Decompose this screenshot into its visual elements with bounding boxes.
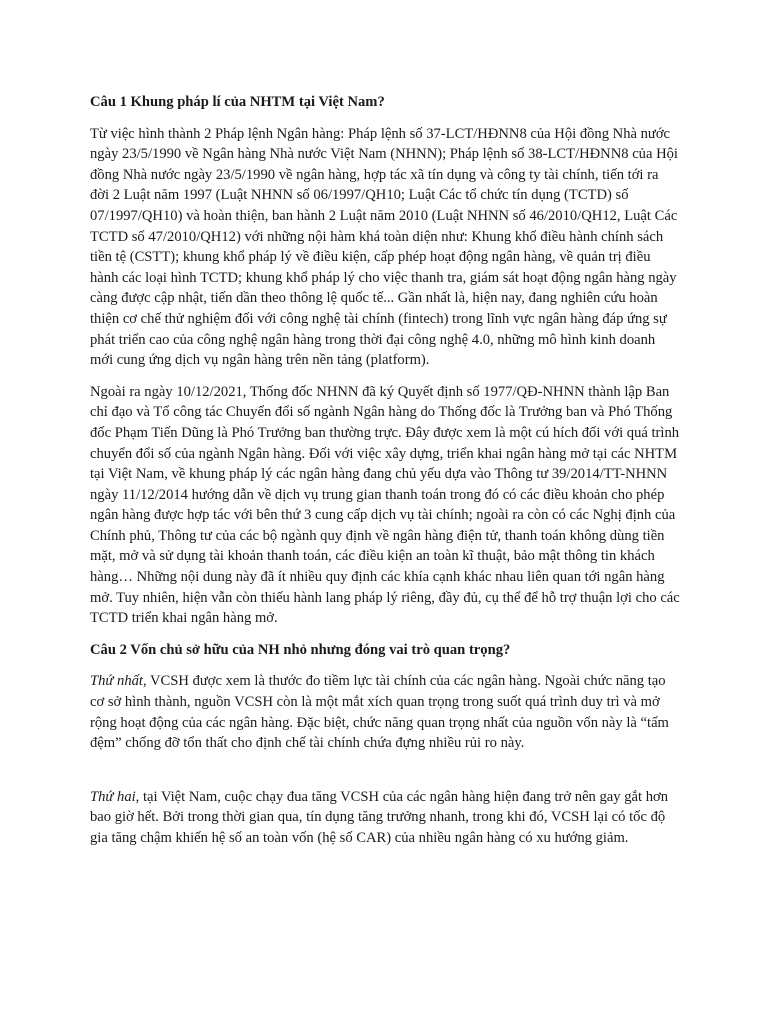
question-2-heading: Câu 2 Vốn chủ sở hữu của NH nhỏ nhưng đóng vai trò quan trọng? <box>90 641 511 658</box>
question-1-heading: Câu 1 Khung pháp lí của NHTM tại Việt Nam? <box>90 94 385 110</box>
paragraph-body: , tại Việt Nam, cuộc chạy đua tăng VCSH của các ngân hàng hiện đang trở nên gay gắt hơn bao giờ hết. Bởi trong thời gian qua, tín dụng tăng trưởng nhanh, trong khi đó, VCSH lại có tốc độ gia tăng chậm khiến hệ số an toàn vốn (hệ số CAR) của nhiều ngân hàng có xu hướng giảm. <box>90 788 669 846</box>
paragraph-lead-first: Thứ nhất <box>90 673 143 690</box>
question-1-paragraph-2: Ngoài ra ngày 10/12/2021, Thống đốc NHNN đã ký Quyết định số 1977/QĐ-NHNN thành lập Ban chỉ đạo và Tổ công tác Chuyển đổi số ngành Ngân hàng do Thống đốc là Trưởng ban và Phó Thống đốc Phạm Tiến Dũng là Phó Trưởng ban thường trực. Đây được xem là một cú hích đối với quá trình chuyển đổi số của ngành Ngân hàng. Đối với việc xây dựng, triển khai ngân hàng mở tại các NHTM tại Việt Nam, về khung pháp lý các ngân hàng đang chủ yếu dựa vào Thông tư 39/2014/TT-NHNN ngày 11/12/2014 hướng dẫn về dịch vụ trung gian thanh toán trong đó có các điều khoản cho phép ngân hàng được hợp tác với bên thứ 3 cung cấp dịch vụ tài chính; ngoài ra còn có các Nghị định của Chính phủ, Thông tư của các bộ ngành quy định về ngân hàng điện tử, thanh toán không dùng tiền mặt, mở và sử dụng tài khoản thanh toán, các điều kiện an toàn kĩ thuật, bảo mật thông tin khách hàng… Những nội dung này đã ít nhiều quy định các khía cạnh khác nhau liên quan tới ngân hàng mở. Tuy nhiên, hiện vẫn còn thiếu hành lang pháp lý riêng, đầy đủ, cụ thể để hỗ trợ thuận lợi cho các TCTD triển khai ngân hàng mở. <box>90 383 680 627</box>
question-2-paragraph-2 <box>90 787 680 849</box>
document-page <box>90 92 680 860</box>
question-2-paragraph-1 <box>90 671 680 753</box>
question-1-paragraph-1: Từ việc hình thành 2 Pháp lệnh Ngân hàng: Pháp lệnh số 37-LCT/HĐNN8 của Hội đồng Nhà nước ngày 23/5/1990 về Ngân hàng Nhà nước Việt Nam (NHNN); Pháp lệnh số 38-LCT/HĐNN8 của Hội đồng Nhà nước ngày 23/5/1990 về ngân hàng, hợp tác xã tín dụng và công ty tài chính, tiến tới ra đời 2 Luật năm 1997 (Luật NHNN số 06/1997/QH10; Luật Các tổ chức tín dụng (TCTD) số 07/1997/QH10) và hoàn thiện, ban hành 2 Luật năm 2010 (Luật NHNN số 46/2010/QH12, Luật Các TCTD số 47/2010/QH12) với những nội hàm khá toàn diện như: Khung khổ điều hành chính sách tiền tệ (CSTT); khung khổ pháp lý về điều kiện, cấp phép hoạt động ngân hàng, về quản trị điều hành các loại hình TCTD; khung khổ pháp lý cho việc thanh tra, giám sát hoạt động ngân hàng ngày càng được cập nhật, tiến dần theo thông lệ quốc tế... Gần nhất là, hiện nay, đang nghiên cứu hoàn thiện cơ chế thử nghiệm đối với công nghệ tài chính (fintech) trong lĩnh vực ngân hàng đáp ứng sự phát triển cao của công nghệ ngân hàng trong thời đại công nghệ 4.0, những mô hình kinh doanh mới cung ứng dịch vụ ngân hàng trên nền tảng (platform). <box>90 125 678 369</box>
paragraph-lead-second: Thứ hai <box>90 788 136 805</box>
paragraph-body: , VCSH được xem là thước đo tiềm lực tài chính của các ngân hàng. Ngoài chức năng tạo cơ sở hình thành, nguồn VCSH còn là một mắt xích quan trọng trong suốt quá trình duy trì và mở rộng hoạt động của các ngân hàng. Đặc biệt, chức năng quan trọng nhất của nguồn vốn này là “tấm đệm” chống đỡ tổn thất cho định chế tài chính chứa đựng nhiều rủi ro này. <box>90 673 669 752</box>
